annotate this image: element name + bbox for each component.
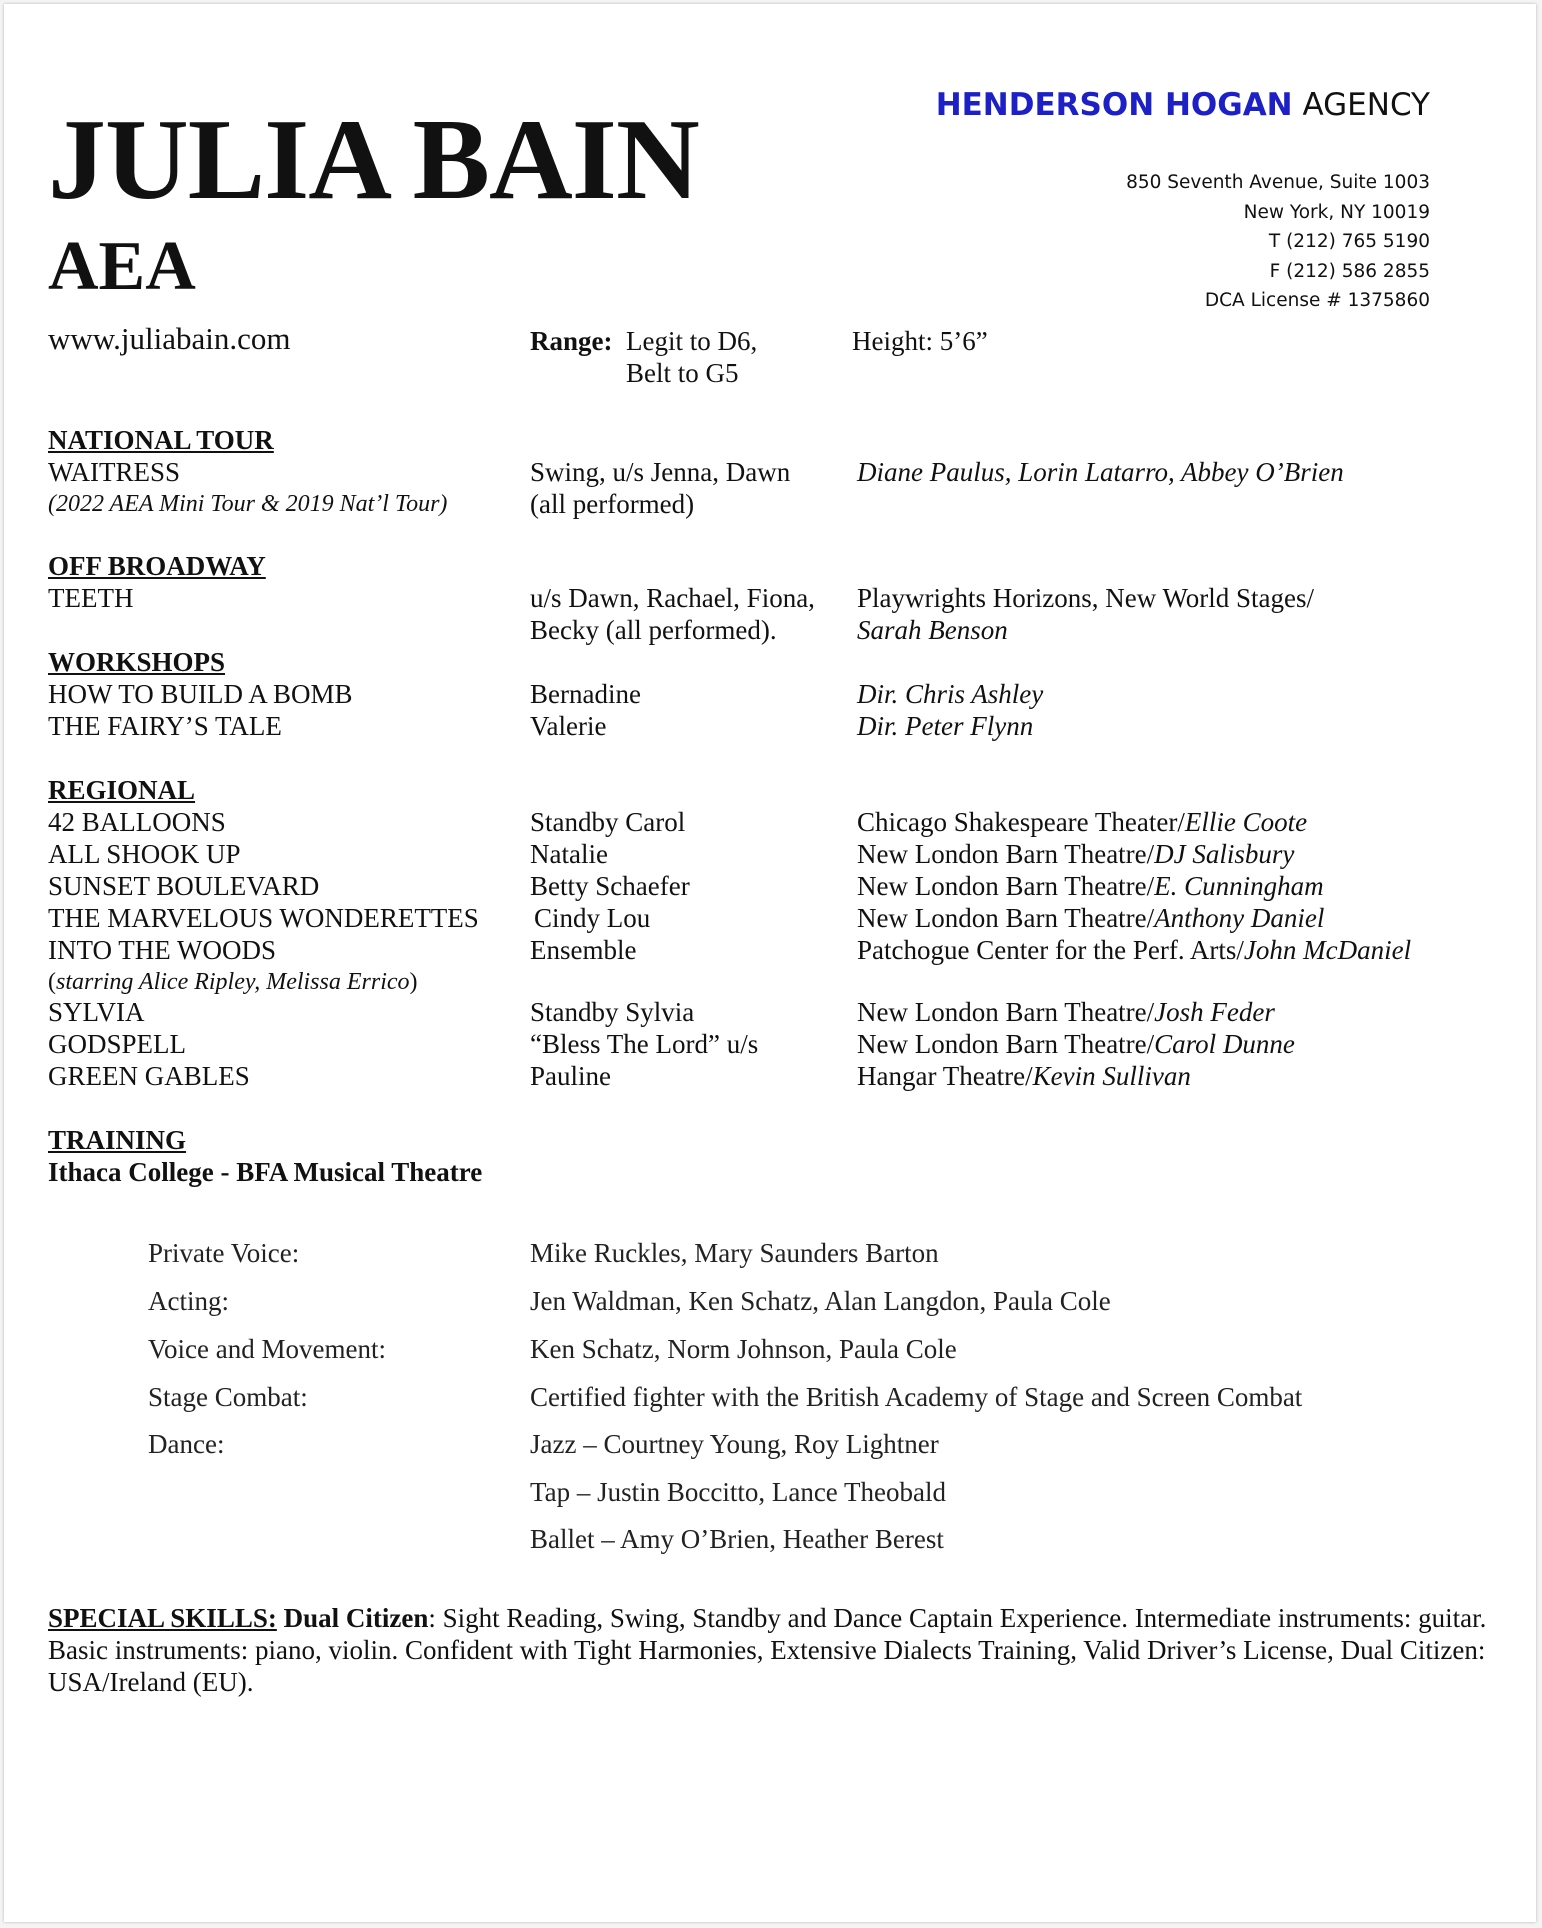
venue: New London Barn Theatre/ xyxy=(857,903,1155,933)
director: John McDaniel xyxy=(1243,935,1412,965)
training-school-row xyxy=(4,1156,1536,1188)
section-heading: REGIONAL xyxy=(48,775,196,805)
website-link[interactable]: www.juliabain.com xyxy=(48,321,291,356)
role: Pauline xyxy=(530,1061,611,1091)
director: Carol Dunne xyxy=(1154,1029,1295,1059)
credit-row xyxy=(4,710,1536,742)
range-label: Range: xyxy=(530,326,613,356)
agency-address xyxy=(1126,168,1430,316)
show-title: 42 BALLOONS xyxy=(48,807,226,837)
role: Swing, u/s Jenna, Dawn xyxy=(530,457,791,487)
fax-line: F (212) 586 2855 xyxy=(1269,260,1430,282)
venue-director xyxy=(857,902,1324,934)
venue: Chicago Shakespeare Theater/ xyxy=(857,807,1185,837)
venue: New London Barn Theatre/ xyxy=(857,1029,1155,1059)
special-skills xyxy=(48,1602,1488,1698)
phone-line: T (212) 765 5190 xyxy=(1268,231,1430,252)
note-paren: ) xyxy=(409,969,418,995)
venue-director xyxy=(857,934,1411,966)
venue-director xyxy=(857,1060,1191,1092)
show-title: WAITRESS xyxy=(48,457,181,487)
range-belt: Belt to G5 xyxy=(626,358,739,388)
role: Natalie xyxy=(530,839,608,869)
venue: Hangar Theatre/ xyxy=(857,1061,1033,1091)
role: Standby Sylvia xyxy=(530,997,695,1027)
role: Bernadine xyxy=(530,679,641,709)
training-label: Private Voice: xyxy=(148,1238,300,1268)
creative-team: Diane Paulus, Lorin Latarro, Abbey O’Brien xyxy=(857,457,1344,487)
training-teachers: Jen Waldman, Ken Schatz, Alan Langdon, Paula Cole xyxy=(530,1286,1111,1316)
skills-text: : Sight Reading, Swing, Standby and Dance Captain Experience. Intermediate instruments: guitar. Basic instruments: piano, violin. Confident with Tight Harmonies, Extensive Dialects Training, Valid Driver’s License, Dual Citizen: USA/Ireland (EU). xyxy=(48,1603,1487,1697)
show-note xyxy=(48,966,418,998)
agency-name xyxy=(935,87,1430,123)
show-title: THE FAIRY’S TALE xyxy=(48,711,282,741)
height-info: Height: 5’6” xyxy=(852,326,988,356)
role: “Bless The Lord” u/s xyxy=(530,1029,759,1059)
training-row xyxy=(4,1329,1536,1369)
role: Betty Schaefer xyxy=(530,871,690,901)
role: Valerie xyxy=(530,711,607,741)
regional-heading-row xyxy=(4,774,1536,806)
venue: New London Barn Theatre/ xyxy=(857,839,1155,869)
show-title: SUNSET BOULEVARD xyxy=(48,871,320,901)
training-row xyxy=(4,1377,1536,1417)
credit-row xyxy=(4,582,1536,614)
director: Josh Feder xyxy=(1154,997,1275,1027)
credit-row xyxy=(4,838,1536,870)
show-note: (2022 AEA Mini Tour & 2019 Nat’l Tour) xyxy=(48,491,448,517)
training-row xyxy=(4,1472,1536,1512)
training-teachers: Jazz – Courtney Young, Roy Lightner xyxy=(530,1429,939,1459)
training-teachers: Tap – Justin Boccitto, Lance Theobald xyxy=(530,1477,947,1507)
venue: Playwrights Horizons, New World Stages/ xyxy=(857,583,1315,613)
credit-row xyxy=(4,1028,1536,1060)
director: DJ Salisbury xyxy=(1154,839,1295,869)
agency-brand-suffix: AGENCY xyxy=(1292,87,1430,123)
training-teachers: Certified fighter with the British Academy of Stage and Screen Combat xyxy=(530,1382,1303,1412)
agency-brand: HENDERSON HOGAN xyxy=(935,87,1293,123)
venue-director xyxy=(857,996,1275,1028)
training-teachers: Mike Ruckles, Mary Saunders Barton xyxy=(530,1238,939,1268)
training-label: Stage Combat: xyxy=(148,1382,308,1412)
note-text: starring Alice Ripley, Melissa Errico xyxy=(56,969,410,995)
resume-page xyxy=(4,4,1536,1922)
credit-row-continued xyxy=(4,614,1536,646)
skills-lead: Dual Citizen xyxy=(283,1603,429,1633)
venue: New London Barn Theatre/ xyxy=(857,871,1155,901)
performer-name: JULIA BAIN xyxy=(48,96,699,224)
credit-row xyxy=(4,806,1536,838)
show-title: GODSPELL xyxy=(48,1029,187,1059)
role-note: (all performed) xyxy=(530,489,695,519)
credit-row xyxy=(4,678,1536,710)
range-legit: Legit to D6, xyxy=(626,326,758,356)
section-heading: TRAINING xyxy=(48,1125,187,1155)
address-line: New York, NY 10019 xyxy=(1243,201,1430,223)
training-heading-row xyxy=(4,1124,1536,1156)
role: Ensemble xyxy=(530,935,637,965)
credit-row xyxy=(4,934,1536,966)
role: Cindy Lou xyxy=(534,903,651,933)
venue: Patchogue Center for the Perf. Arts/ xyxy=(857,935,1244,965)
school-name: Ithaca College - BFA Musical Theatre xyxy=(48,1157,483,1187)
training-label: Voice and Movement: xyxy=(148,1334,386,1364)
training-row xyxy=(4,1233,1536,1273)
section-heading: SPECIAL SKILLS: xyxy=(48,1603,277,1633)
section-heading: WORKSHOPS xyxy=(48,647,226,677)
section-heading: OFF BROADWAY xyxy=(48,551,266,581)
venue-director xyxy=(857,870,1324,902)
show-title: TEETH xyxy=(48,583,134,613)
union-affiliation: AEA xyxy=(48,228,196,305)
role-note: Becky (all performed). xyxy=(530,615,777,645)
director: Ellie Coote xyxy=(1184,807,1308,837)
director: Dir. Peter Flynn xyxy=(857,711,1034,741)
director: Dir. Chris Ashley xyxy=(857,679,1044,709)
training-teachers: Ken Schatz, Norm Johnson, Paula Cole xyxy=(530,1334,957,1364)
credit-row xyxy=(4,870,1536,902)
director: Anthony Daniel xyxy=(1154,903,1325,933)
license-line: DCA License # 1375860 xyxy=(1204,290,1430,311)
role: u/s Dawn, Rachael, Fiona, xyxy=(530,583,815,613)
show-title: INTO THE WOODS xyxy=(48,935,276,965)
venue-director xyxy=(857,838,1294,870)
training-row xyxy=(4,1281,1536,1321)
show-title: GREEN GABLES xyxy=(48,1061,250,1091)
credit-row xyxy=(4,456,1536,488)
section-heading: NATIONAL TOUR xyxy=(48,425,274,455)
credit-row-continued xyxy=(4,488,1536,520)
training-row xyxy=(4,1424,1536,1464)
show-title: SYLVIA xyxy=(48,997,145,1027)
training-row xyxy=(4,1519,1536,1559)
workshops-heading-row xyxy=(4,646,1536,678)
national-tour-heading-row xyxy=(4,424,1536,456)
show-title: HOW TO BUILD A BOMB xyxy=(48,679,353,709)
role: Standby Carol xyxy=(530,807,686,837)
credit-row xyxy=(4,1060,1536,1092)
credit-row-continued xyxy=(4,966,1536,998)
training-teachers: Ballet – Amy O’Brien, Heather Berest xyxy=(530,1524,944,1554)
training-label: Acting: xyxy=(148,1286,229,1316)
director: Kevin Sullivan xyxy=(1032,1061,1191,1091)
show-title: THE MARVELOUS WONDERETTES xyxy=(48,903,479,933)
director: E. Cunningham xyxy=(1154,871,1324,901)
venue: New London Barn Theatre/ xyxy=(857,997,1155,1027)
off-broadway-heading-row xyxy=(4,550,1536,582)
venue-director xyxy=(857,1028,1295,1060)
venue-director xyxy=(857,806,1307,838)
note-paren: ( xyxy=(48,969,56,995)
credit-row xyxy=(4,996,1536,1028)
director: Sarah Benson xyxy=(857,615,1008,645)
show-title: ALL SHOOK UP xyxy=(48,839,241,869)
training-label: Dance: xyxy=(148,1429,225,1459)
address-line: 850 Seventh Avenue, Suite 1003 xyxy=(1126,172,1430,193)
credit-row xyxy=(4,902,1536,934)
